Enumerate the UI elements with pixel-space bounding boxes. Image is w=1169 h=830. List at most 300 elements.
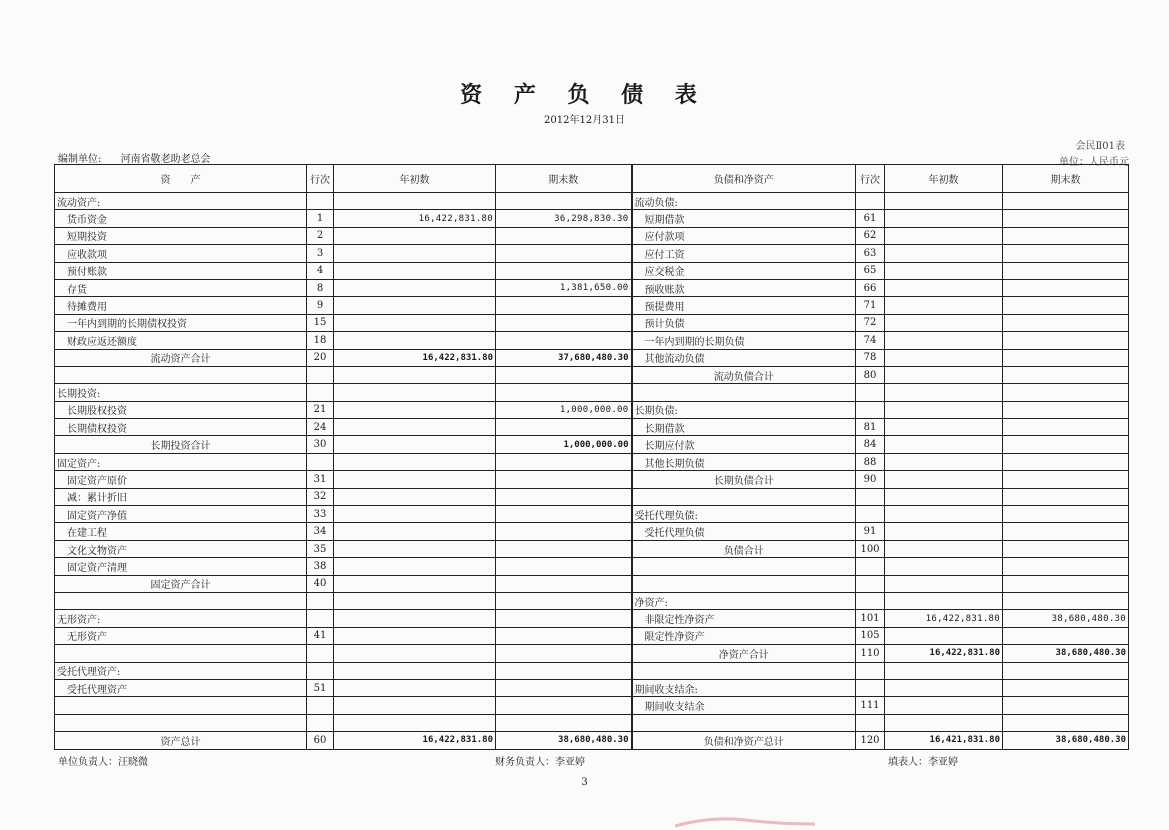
asset-line-no [307,366,334,383]
asset-begin-value [334,627,496,644]
table-row [55,210,1129,227]
table-row [55,662,1129,679]
liability-end-value [1003,401,1129,418]
asset-item: 应收款项 [55,245,307,262]
asset-item: 预付账款 [55,262,307,279]
liability-begin-value [885,627,1003,644]
asset-line-no: 41 [307,627,334,644]
asset-begin-value [334,523,496,540]
liability-line-no [856,384,885,401]
liability-item: 流动负债合计 [632,366,856,383]
liability-line-no [856,193,885,210]
asset-end-value [496,627,632,644]
asset-end-value [496,558,632,575]
liability-item: 预计负债 [632,314,856,331]
asset-begin-value: 16,422,831.80 [334,210,496,227]
liability-end-value [1003,227,1129,244]
asset-line-no [307,592,334,609]
asset-item [55,645,307,662]
liability-begin-value [885,384,1003,401]
asset-begin-value [334,558,496,575]
asset-begin-value [334,279,496,296]
liability-begin-value [885,679,1003,696]
asset-item: 减：累计折旧 [55,488,307,505]
asset-line-no: 20 [307,349,334,366]
liability-begin-value [885,297,1003,314]
asset-line-no: 33 [307,506,334,523]
table-header-row [55,165,1129,193]
table-row [55,732,1129,749]
liability-end-value [1003,245,1129,262]
liability-line-no: 120 [856,732,885,749]
table-row [55,227,1129,244]
liability-end-value [1003,453,1129,470]
asset-line-no: 51 [307,679,334,696]
liability-line-no: 111 [856,697,885,714]
asset-end-value [496,662,632,679]
asset-begin-value [334,453,496,470]
liability-end-value [1003,262,1129,279]
liability-end-value [1003,279,1129,296]
report-date: 2012年12月31日 [544,115,625,126]
asset-line-no: 31 [307,471,334,488]
asset-begin-value: 16,422,831.80 [334,732,496,749]
col-header-end2: 期末数 [1003,165,1129,193]
asset-begin-value [334,297,496,314]
liability-line-no: 66 [856,279,885,296]
liability-begin-value [885,662,1003,679]
liability-begin-value [885,366,1003,383]
footer-finance-head: 财务负责人：李亚婷 [495,757,585,768]
liability-line-no: 105 [856,627,885,644]
liability-end-value [1003,627,1129,644]
asset-end-value [496,366,632,383]
asset-begin-value [334,610,496,627]
asset-begin-value [334,193,496,210]
liability-item: 预提费用 [632,297,856,314]
asset-begin-value [334,662,496,679]
liability-item: 长期应付款 [632,436,856,453]
asset-line-no: 32 [307,488,334,505]
table-row [55,453,1129,470]
asset-begin-value [334,679,496,696]
table-row [55,279,1129,296]
liability-begin-value: 16,422,831.80 [885,645,1003,662]
liability-item: 应交税金 [632,262,856,279]
asset-line-no: 34 [307,523,334,540]
asset-item: 长期股权投资 [55,401,307,418]
liability-item: 受托代理负债 [632,523,856,540]
asset-line-no: 18 [307,332,334,349]
table-row [55,245,1129,262]
liability-begin-value [885,210,1003,227]
asset-line-no [307,714,334,731]
liability-begin-value [885,453,1003,470]
liability-end-value [1003,575,1129,592]
asset-end-value [496,193,632,210]
liability-begin-value: 16,421,831.80 [885,732,1003,749]
asset-end-value [496,679,632,696]
asset-line-no: 35 [307,540,334,557]
liability-item [632,714,856,731]
asset-end-value [496,332,632,349]
asset-item: 长期债权投资 [55,419,307,436]
liability-end-value [1003,384,1129,401]
liability-line-no: 61 [856,210,885,227]
table-row [55,384,1129,401]
asset-item: 待摊费用 [55,297,307,314]
asset-item: 固定资产净值 [55,506,307,523]
asset-end-value: 1,381,650.00 [496,279,632,296]
asset-end-value [496,384,632,401]
liability-begin-value [885,540,1003,557]
asset-begin-value [334,592,496,609]
asset-begin-value [334,471,496,488]
asset-item: 短期投资 [55,227,307,244]
liability-begin-value [885,349,1003,366]
liability-item: 流动负债: [632,193,856,210]
table-row [55,697,1129,714]
asset-line-no: 40 [307,575,334,592]
liability-item: 期间收支结余 [632,697,856,714]
asset-line-no: 21 [307,401,334,418]
table-row [55,488,1129,505]
organization [58,150,211,165]
liability-line-no [856,506,885,523]
liability-begin-value [885,592,1003,609]
liability-begin-value [885,471,1003,488]
col-header-asset: 资 产 [55,165,307,193]
liability-end-value [1003,523,1129,540]
liability-begin-value [885,262,1003,279]
liability-begin-value [885,488,1003,505]
asset-line-no: 2 [307,227,334,244]
liability-item: 其他流动负债 [632,349,856,366]
asset-line-no: 38 [307,558,334,575]
liability-end-value [1003,436,1129,453]
liability-item [632,575,856,592]
liability-end-value [1003,471,1129,488]
col-header-begin2: 年初数 [885,165,1003,193]
liability-begin-value [885,401,1003,418]
asset-end-value: 38,680,480.30 [496,732,632,749]
table-row [55,610,1129,627]
liability-line-no: 88 [856,453,885,470]
asset-begin-value [334,384,496,401]
liability-item: 净资产合计 [632,645,856,662]
liability-item: 预收账款 [632,279,856,296]
asset-line-no [307,697,334,714]
liability-line-no: 63 [856,245,885,262]
liability-begin-value [885,227,1003,244]
asset-line-no: 60 [307,732,334,749]
asset-item: 存货 [55,279,307,296]
footer-unit-head: 单位负责人：汪晓微 [58,757,148,768]
asset-end-value [496,245,632,262]
table-row [55,645,1129,662]
asset-item: 固定资产合计 [55,575,307,592]
liability-item: 受托代理负债: [632,506,856,523]
liability-begin-value [885,697,1003,714]
liability-end-value [1003,540,1129,557]
table-row [55,332,1129,349]
liability-end-value: 38,680,480.30 [1003,645,1129,662]
liability-line-no [856,592,885,609]
asset-begin-value [334,714,496,731]
table-row [55,471,1129,488]
liability-end-value: 38,680,480.30 [1003,732,1129,749]
liability-item: 长期借款 [632,419,856,436]
table-row [55,297,1129,314]
form-number: 会民Ⅱ01表 [1075,141,1125,152]
asset-begin-value [334,697,496,714]
asset-end-value [496,471,632,488]
liability-line-no: 84 [856,436,885,453]
liability-begin-value [885,523,1003,540]
asset-item: 货币资金 [55,210,307,227]
asset-item: 固定资产清理 [55,558,307,575]
liability-line-no: 90 [856,471,885,488]
asset-begin-value [334,645,496,662]
asset-end-value [496,453,632,470]
asset-end-value [496,419,632,436]
liability-item [632,662,856,679]
table-row [55,506,1129,523]
liability-end-value [1003,349,1129,366]
liability-item: 应付款项 [632,227,856,244]
liability-end-value [1003,419,1129,436]
liability-line-no: 91 [856,523,885,540]
table-row [55,592,1129,609]
asset-item: 财政应返还额度 [55,332,307,349]
liability-item: 期间收支结余: [632,679,856,696]
table-row [55,262,1129,279]
table-row [55,714,1129,731]
liability-line-no: 81 [856,419,885,436]
liability-item: 负债和净资产总计 [632,732,856,749]
liability-begin-value [885,436,1003,453]
col-header-end: 期末数 [496,165,632,193]
table-row [55,540,1129,557]
asset-end-value [496,523,632,540]
asset-end-value [496,575,632,592]
liability-end-value [1003,714,1129,731]
liability-item: 其他长期负债 [632,453,856,470]
asset-line-no [307,193,334,210]
asset-begin-value [334,245,496,262]
liability-line-no: 74 [856,332,885,349]
table-row [55,366,1129,383]
liability-end-value [1003,297,1129,314]
liability-begin-value [885,245,1003,262]
liability-line-no [856,575,885,592]
asset-end-value [496,697,632,714]
liability-end-value [1003,558,1129,575]
asset-line-no [307,645,334,662]
asset-line-no [307,384,334,401]
asset-item: 无形资产 [55,627,307,644]
liability-end-value: 38,680,480.30 [1003,610,1129,627]
asset-end-value [496,714,632,731]
liability-end-value [1003,193,1129,210]
asset-item: 长期投资: [55,384,307,401]
liability-line-no: 110 [856,645,885,662]
liability-end-value [1003,210,1129,227]
asset-end-value [496,297,632,314]
asset-end-value [496,262,632,279]
balance-sheet-table [54,164,1129,750]
liability-item [632,384,856,401]
asset-end-value [496,610,632,627]
table-row [55,627,1129,644]
asset-end-value [496,488,632,505]
liability-end-value [1003,488,1129,505]
liability-begin-value [885,332,1003,349]
liability-item: 长期负债合计 [632,471,856,488]
asset-end-value [496,592,632,609]
asset-begin-value [334,332,496,349]
liability-begin-value: 16,422,831.80 [885,610,1003,627]
asset-item [55,697,307,714]
asset-item [55,592,307,609]
liability-end-value [1003,679,1129,696]
asset-begin-value [334,488,496,505]
asset-item [55,714,307,731]
table-row [55,419,1129,436]
liability-line-no [856,662,885,679]
asset-begin-value [334,419,496,436]
liability-item: 限定性净资产 [632,627,856,644]
liability-end-value [1003,592,1129,609]
liability-line-no: 62 [856,227,885,244]
liability-item: 非限定性净资产 [632,610,856,627]
liability-line-no: 72 [856,314,885,331]
liability-line-no [856,679,885,696]
liability-line-no [856,714,885,731]
asset-end-value [496,314,632,331]
asset-line-no [307,453,334,470]
asset-item: 固定资产: [55,453,307,470]
asset-begin-value [334,366,496,383]
asset-end-value: 37,680,480.30 [496,349,632,366]
table-row [55,193,1129,210]
currency-unit: 单位：人民币元 [1059,157,1129,168]
asset-end-value: 1,000,000.00 [496,401,632,418]
asset-end-value: 36,298,830.30 [496,210,632,227]
asset-item: 文化文物资产 [55,540,307,557]
asset-line-no: 30 [307,436,334,453]
asset-line-no: 15 [307,314,334,331]
table-row [55,558,1129,575]
liability-begin-value [885,506,1003,523]
asset-begin-value: 16,422,831.80 [334,349,496,366]
table-row [55,401,1129,418]
asset-line-no: 4 [307,262,334,279]
asset-item: 无形资产: [55,610,307,627]
asset-end-value [496,506,632,523]
asset-end-value: 1,000,000.00 [496,436,632,453]
col-header-line: 行次 [307,165,334,193]
asset-begin-value [334,401,496,418]
asset-item: 受托代理资产 [55,679,307,696]
asset-end-value [496,645,632,662]
asset-item: 流动资产合计 [55,349,307,366]
liability-end-value [1003,314,1129,331]
liability-line-no: 80 [856,366,885,383]
liability-line-no [856,488,885,505]
organization-label: 编制单位: [58,154,102,165]
table-row [55,349,1129,366]
liability-end-value [1003,366,1129,383]
asset-begin-value [334,540,496,557]
asset-begin-value [334,227,496,244]
liability-item: 短期借款 [632,210,856,227]
asset-line-no: 3 [307,245,334,262]
asset-item [55,366,307,383]
footer-preparer: 填表人：李亚婷 [888,757,958,768]
liability-begin-value [885,193,1003,210]
liability-line-no [856,558,885,575]
asset-item: 受托代理资产: [55,662,307,679]
liability-line-no: 78 [856,349,885,366]
asset-begin-value [334,314,496,331]
asset-item: 固定资产原价 [55,471,307,488]
liability-item: 净资产: [632,592,856,609]
liability-end-value [1003,332,1129,349]
liability-begin-value [885,314,1003,331]
liability-item [632,558,856,575]
liability-item: 长期负债: [632,401,856,418]
asset-begin-value [334,575,496,592]
liability-begin-value [885,714,1003,731]
table-row [55,314,1129,331]
liability-line-no: 100 [856,540,885,557]
asset-line-no [307,662,334,679]
stamp-seal [670,812,820,830]
asset-end-value [496,227,632,244]
liability-begin-value [885,419,1003,436]
asset-item: 流动资产: [55,193,307,210]
organization-name: 河南省敬老助老总会 [120,154,211,165]
asset-line-no: 1 [307,210,334,227]
table-row [55,436,1129,453]
asset-line-no [307,610,334,627]
asset-begin-value [334,506,496,523]
asset-begin-value [334,436,496,453]
asset-item: 长期投资合计 [55,436,307,453]
col-header-begin: 年初数 [334,165,496,193]
asset-line-no: 24 [307,419,334,436]
table-row [55,523,1129,540]
liability-begin-value [885,279,1003,296]
liability-line-no [856,401,885,418]
liability-line-no: 65 [856,262,885,279]
liability-end-value [1003,662,1129,679]
asset-item: 资产总计 [55,732,307,749]
liability-end-value [1003,506,1129,523]
col-header-liability: 负债和净资产 [632,165,856,193]
liability-item: 一年内到期的长期负债 [632,332,856,349]
liability-item: 应付工资 [632,245,856,262]
table-row [55,575,1129,592]
liability-end-value [1003,697,1129,714]
asset-item: 在建工程 [55,523,307,540]
asset-end-value [496,540,632,557]
page-number: 3 [581,777,588,788]
report-title: 资 产 负 债 表 [460,82,709,108]
asset-item: 一年内到期的长期债权投资 [55,314,307,331]
liability-begin-value [885,575,1003,592]
